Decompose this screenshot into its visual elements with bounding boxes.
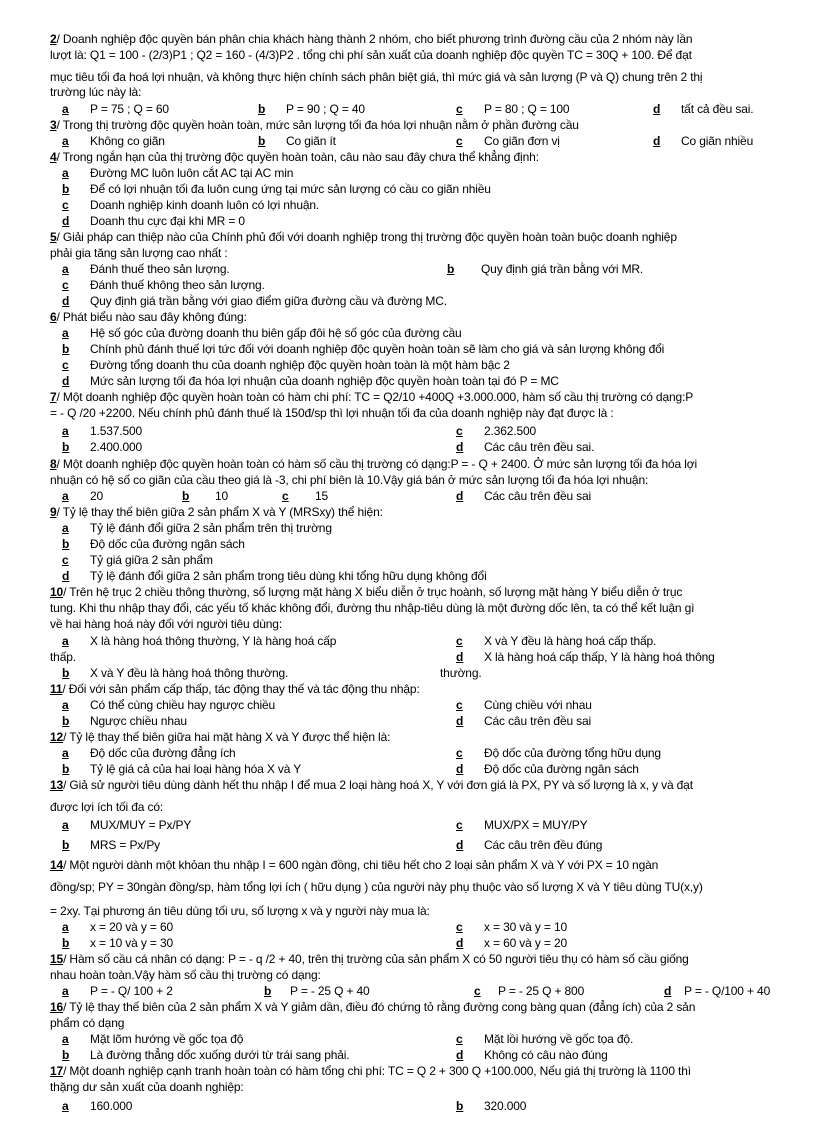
- q12-option-c[interactable]: Độ dốc của đường tổng hữu dụng: [484, 746, 661, 760]
- q2-line-4: trường lúc này là:: [50, 85, 142, 99]
- option-key: b: [447, 262, 455, 276]
- option-key: a: [62, 634, 69, 648]
- q2-option-b[interactable]: P = 90 ; Q = 40: [286, 102, 365, 116]
- option-key: d: [653, 102, 661, 116]
- option-key: d: [456, 838, 464, 852]
- q13-option-b[interactable]: MRS = Px/Py: [90, 838, 161, 852]
- q15-option-d[interactable]: P = - Q/100 + 40: [684, 984, 771, 998]
- option-key: d: [456, 650, 464, 664]
- q13-option-c[interactable]: MUX/PX = MUY/PY: [484, 818, 588, 832]
- option-key: d: [62, 214, 70, 228]
- option-key: c: [62, 278, 69, 292]
- q15-option-b[interactable]: P = - 25 Q + 40: [290, 984, 370, 998]
- option-key: d: [456, 762, 464, 776]
- q14-line-3: = 2xy. Tại phương án tiêu dùng tối ưu, số lượng x và y người này mua là:: [50, 904, 430, 918]
- q5-option-a[interactable]: Đánh thuế theo sản lượng.: [90, 262, 230, 276]
- q2-option-a[interactable]: P = 75 ; Q = 60: [90, 102, 169, 116]
- option-key: a: [62, 1099, 69, 1113]
- option-key: d: [456, 936, 464, 950]
- q10-line-1: 10/ Trên hệ trục 2 chiều thông thường, số lượng mặt hàng X biểu diễn ở trục hoành, số lượng mặt hàng Y biểu diễn ở trục: [50, 585, 683, 599]
- q14-option-b[interactable]: x = 10 và y = 30: [90, 936, 173, 950]
- option-key: c: [282, 489, 289, 503]
- option-key: c: [456, 698, 463, 712]
- option-key: a: [62, 166, 69, 180]
- q12-option-b[interactable]: Tỷ lệ giá cả của hai loại hàng hóa X và Y: [90, 762, 302, 776]
- q10-option-d[interactable]: X là hàng hoá cấp thấp, Y là hàng hoá thông: [484, 650, 715, 664]
- option-key: d: [456, 714, 464, 728]
- q5-option-d[interactable]: Quy định giá trần bằng với giao điểm giữa đường cầu và đường MC.: [90, 294, 447, 308]
- q2-option-d[interactable]: tất cả đều sai.: [681, 102, 754, 116]
- q6-option-c[interactable]: Đường tổng doanh thu của doanh nghiệp độc quyền hoàn toàn là một hàm bậc 2: [90, 358, 510, 372]
- q6-option-a[interactable]: Hệ số góc của đường doanh thu biên gấp đôi hệ số góc của đường cầu: [90, 326, 462, 340]
- q7-option-d[interactable]: Các câu trên đều sai.: [484, 440, 595, 454]
- q13-option-d[interactable]: Các câu trên đều đúng: [484, 838, 603, 852]
- option-key: b: [62, 440, 70, 454]
- q10-option-d-cont: thường.: [440, 666, 482, 680]
- q14-option-d[interactable]: x = 60 và y = 20: [484, 936, 567, 950]
- q14-option-c[interactable]: x = 30 và y = 10: [484, 920, 567, 934]
- option-key: d: [456, 1048, 464, 1062]
- option-key: b: [62, 342, 70, 356]
- q3-option-d[interactable]: Co giãn nhiều: [681, 134, 754, 148]
- q13-line-1: 13/ Giả sử người tiêu dùng dành hết thu nhập I để mua 2 loại hàng hoá X, Y với đơn giá là PX, PY và số lượng là x, y và đạt: [50, 778, 693, 792]
- q13-option-a[interactable]: MUX/MUY = Px/PY: [90, 818, 192, 832]
- q6-option-d[interactable]: Mức sản lượng tối đa hóa lợi nhuận của doanh nghiệp độc quyền hoàn toàn tại đó P = MC: [90, 374, 559, 388]
- q15-line-1: 15/ Hàm số cầu cá nhân có dạng: P = - q /2 + 40, trên thị trường của sản phẩm X có 50 người tiêu thụ có hàm số cầu giống: [50, 952, 689, 966]
- q10-line-2: tung. Khi thu nhập thay đổi, các yếu tố khác không đổi, đường thu nhập-tiêu dùng là một đường dốc lên, ta có thể kết luận gì: [50, 601, 695, 615]
- q5-option-c[interactable]: Đánh thuế không theo sản lượng.: [90, 278, 265, 292]
- q6-line-1: 6/ Phát biểu nào sau đây không đúng:: [50, 310, 247, 324]
- option-key: d: [62, 569, 70, 583]
- option-key: b: [62, 1048, 70, 1062]
- q2-line-2: lượt là: Q1 = 100 - (2/3)P1 ; Q2 = 160 - (4/3)P2 . tổng chi phí sản xuất của doanh nghiệp độc quyền TC = 30Q + 100. Để đạt: [50, 48, 692, 62]
- option-key: c: [456, 634, 463, 648]
- q5-line-2: phải gia tăng sản lượng cao nhất :: [50, 246, 228, 260]
- q16-option-d[interactable]: Không có câu nào đúng: [484, 1048, 608, 1062]
- option-key: a: [62, 818, 69, 832]
- option-key: b: [62, 666, 70, 680]
- q10-option-a[interactable]: X là hàng hoá thông thường, Y là hàng hoá cấp: [90, 634, 337, 648]
- q4-option-d[interactable]: Doanh thu cực đại khi MR = 0: [90, 214, 245, 228]
- option-key: a: [62, 424, 69, 438]
- q15-option-c[interactable]: P = - 25 Q + 800: [498, 984, 585, 998]
- q11-option-c[interactable]: Cùng chiều với nhau: [484, 698, 592, 712]
- option-key: a: [62, 262, 69, 276]
- q12-option-a[interactable]: Độ dốc của đường đẳng ích: [90, 746, 236, 760]
- q16-option-b[interactable]: Là đường thẳng dốc xuống dưới từ trái sang phải.: [90, 1048, 350, 1062]
- q4-option-a[interactable]: Đường MC luôn luôn cắt AC tại AC min: [90, 166, 294, 180]
- q3-option-a[interactable]: Không co giãn: [90, 134, 165, 148]
- q8-line-2: nhuận có hệ số co giãn của cầu theo giá là -3, chi phí biên là 10.Vậy giá bán ở mức sản lượng tối đa hóa lợi nhuận:: [50, 473, 649, 487]
- q2-number: 2: [50, 32, 57, 46]
- option-key: b: [456, 1099, 464, 1113]
- q3-option-b[interactable]: Co giãn ít: [286, 134, 336, 148]
- q17-line-2: thặng dư sản xuất của doanh nghiệp:: [50, 1080, 244, 1094]
- q11-option-b[interactable]: Ngược chiều nhau: [90, 714, 187, 728]
- option-key: d: [456, 489, 464, 503]
- q16-line-2: phẩm có dạng: [50, 1016, 125, 1030]
- option-key: a: [62, 1032, 69, 1046]
- option-key: d: [62, 374, 70, 388]
- q2-line-3: mục tiêu tối đa hoá lợi nhuận, và không thực hiện chính sách phân biệt giá, thì mức giá và sản lượng (P và Q) chung trên 2 thị: [50, 70, 703, 84]
- q11-option-a[interactable]: Có thể cùng chiều hay ngược chiều: [90, 698, 276, 712]
- option-key: b: [62, 838, 70, 852]
- option-key: c: [456, 746, 463, 760]
- q3-line-1: 3/ Trong thị trường độc quyền hoàn toàn, mức sản lượng tối đa hóa lợi nhuận nằm ở phần đường cầu: [50, 118, 579, 132]
- option-key: a: [62, 984, 69, 998]
- q8-option-c[interactable]: 15: [315, 489, 329, 503]
- q11-option-d[interactable]: Các câu trên đều sai: [484, 714, 592, 728]
- q3-option-c[interactable]: Co giãn đơn vị: [484, 134, 560, 148]
- option-key: c: [62, 358, 69, 372]
- option-key: d: [664, 984, 672, 998]
- q8-option-a[interactable]: 20: [90, 489, 104, 503]
- q7-option-c[interactable]: 2.362.500: [484, 424, 537, 438]
- q14-option-a[interactable]: x = 20 và y = 60: [90, 920, 173, 934]
- q11-line-1: 11/ Đối với sản phẩm cấp thấp, tác động thay thế và tác động thu nhập:: [50, 682, 420, 696]
- option-key: c: [474, 984, 481, 998]
- q15-option-a[interactable]: P = - Q/ 100 + 2: [90, 984, 173, 998]
- option-key: b: [62, 714, 70, 728]
- option-key: a: [62, 326, 69, 340]
- q17-line-1: 17/ Một doanh nghiệp cạnh tranh hoàn toàn có hàm tổng chi phí: TC = Q 2 + 300 Q +100.000, Nếu giá thị trường là 1100 thì: [50, 1064, 691, 1078]
- q15-line-2: nhau hoàn toàn.Vậy hàm số cầu thị trường có dạng:: [50, 968, 321, 982]
- option-key: c: [456, 424, 463, 438]
- q17-option-b[interactable]: 320.000: [484, 1099, 527, 1113]
- q7-line-1: 7/ Một doanh nghiệp độc quyền hoàn toàn có hàm chi phí: TC = Q2/10 +400Q +3.000.000, hàm số cầu thị trường có dạng:P: [50, 390, 694, 404]
- option-key: a: [62, 521, 69, 535]
- q4-line-1: 4/ Trong ngắn hạn của thị trường độc quyền hoàn toàn, câu nào sau đây chưa thể khẳng định:: [50, 150, 539, 164]
- option-key: c: [62, 553, 69, 567]
- option-key: a: [62, 920, 69, 934]
- q4-option-c[interactable]: Doanh nghiệp kinh doanh luôn có lợi nhuận.: [90, 198, 320, 212]
- option-key: d: [653, 134, 661, 148]
- option-key: d: [62, 294, 70, 308]
- option-key: a: [62, 102, 69, 116]
- option-key: c: [456, 1032, 463, 1046]
- option-key: c: [62, 198, 69, 212]
- q2-option-c[interactable]: P = 80 ; Q = 100: [484, 102, 570, 116]
- q9-option-b[interactable]: Độ dốc của đường ngân sách: [90, 537, 245, 551]
- q2-line-1: 2/ Doanh nghiệp độc quyền bán phân chia khách hàng thành 2 nhóm, cho biết phương trình đường cầu của 2 nhóm này lần: [50, 32, 693, 46]
- q10-option-a-cont: thấp.: [50, 650, 76, 664]
- q10-option-b[interactable]: X và Y đều là hàng hoá thông thường.: [90, 666, 289, 680]
- option-key: a: [62, 489, 69, 503]
- option-key: c: [456, 102, 463, 116]
- q12-line-1: 12/ Tỷ lệ thay thế biên giữa hai mặt hàng X và Y được thể hiện là:: [50, 730, 391, 744]
- q9-option-c[interactable]: Tỷ giá giữa 2 sản phẩm: [90, 553, 213, 567]
- q5-option-b[interactable]: Quy định giá trần bằng với MR.: [481, 262, 644, 276]
- option-key: c: [456, 920, 463, 934]
- option-key: c: [456, 134, 463, 148]
- option-key: a: [62, 134, 69, 148]
- option-key: b: [62, 537, 70, 551]
- q8-line-1: 8/ Một doanh nghiệp độc quyền hoàn toàn có hàm số cầu thị trường có dạng:P = - Q + 2400. Ở mức sản lượng tối đa hóa lợi: [50, 457, 698, 471]
- option-key: a: [62, 746, 69, 760]
- option-key: b: [182, 489, 190, 503]
- option-key: c: [456, 818, 463, 832]
- q6-option-b[interactable]: Chính phủ đánh thuế lợi tức đối với doanh nghiệp độc quyền hoàn toàn sẽ làm cho giá và sản lượng không đổi: [90, 342, 665, 356]
- q7-option-b[interactable]: 2.400.000: [90, 440, 143, 454]
- q12-option-d[interactable]: Độ dốc của đường ngân sách: [484, 762, 639, 776]
- q7-option-a[interactable]: 1.537.500: [90, 424, 143, 438]
- q16-option-c[interactable]: Mặt lồi hướng về gốc tọa độ.: [484, 1032, 634, 1046]
- q13-line-2: được lợi ích tối đa có:: [50, 800, 164, 814]
- q4-option-b[interactable]: Để có lợi nhuận tối đa luôn cung ứng tại mức sản lượng có cầu co giãn nhiều: [90, 182, 491, 196]
- option-key: b: [62, 762, 70, 776]
- q9-option-d[interactable]: Tỷ lệ đánh đổi giữa 2 sản phẩm trong tiêu dùng khi tổng hữu dụng không đổi: [90, 569, 487, 583]
- option-key: b: [264, 984, 272, 998]
- q10-line-3: về hai hàng hoá này đối với người tiêu dùng:: [50, 617, 282, 631]
- q16-line-1: 16/ Tỷ lệ thay thế biên của 2 sản phẩm X và Y giảm dần, điều đó chứng tỏ rằng đường cong bàng quan (đẳng ích) của 2 sản: [50, 1000, 696, 1014]
- q9-line-1: 9/ Tỷ lệ thay thế biên giữa 2 sản phẩm X và Y (MRSxy) thể hiện:: [50, 505, 383, 519]
- q8-option-d[interactable]: Các câu trên đều sai: [484, 489, 592, 503]
- q16-option-a[interactable]: Mặt lõm hướng về gốc tọa độ: [90, 1032, 244, 1046]
- q8-option-b[interactable]: 10: [215, 489, 229, 503]
- q7-line-2: = - Q /20 +2200. Nếu chính phủ đánh thuế là 150đ/sp thì lợi nhuận tối đa của doanh nghiệp này đạt được là :: [50, 406, 614, 420]
- option-key: d: [456, 440, 464, 454]
- option-key: b: [258, 134, 266, 148]
- q10-option-c[interactable]: X và Y đều là hàng hoá cấp thấp.: [484, 634, 657, 648]
- q5-line-1: 5/ Giải pháp can thiệp nào của Chính phủ đối với doanh nghiệp trong thị trường độc quyền hoàn toàn buộc doanh nghiệp: [50, 230, 677, 244]
- q14-line-2: đồng/sp; PY = 30ngàn đồng/sp, hàm tổng lợi ích ( hữu dụng ) của người này phụ thuộc vào số lượng X và Y tiêu dùng TU(x,y): [50, 880, 703, 894]
- option-key: b: [62, 936, 70, 950]
- option-key: b: [258, 102, 266, 116]
- q14-line-1: 14/ Một người dành một khỏan thu nhập I = 600 ngàn đồng, chi tiêu hết cho 2 loại sản phẩm X và Y với PX = 10 ngàn: [50, 858, 659, 872]
- option-key: a: [62, 698, 69, 712]
- q9-option-a[interactable]: Tỷ lệ đánh đổi giữa 2 sản phẩm trên thị trường: [90, 521, 332, 535]
- q17-option-a[interactable]: 160.000: [90, 1099, 133, 1113]
- option-key: b: [62, 182, 70, 196]
